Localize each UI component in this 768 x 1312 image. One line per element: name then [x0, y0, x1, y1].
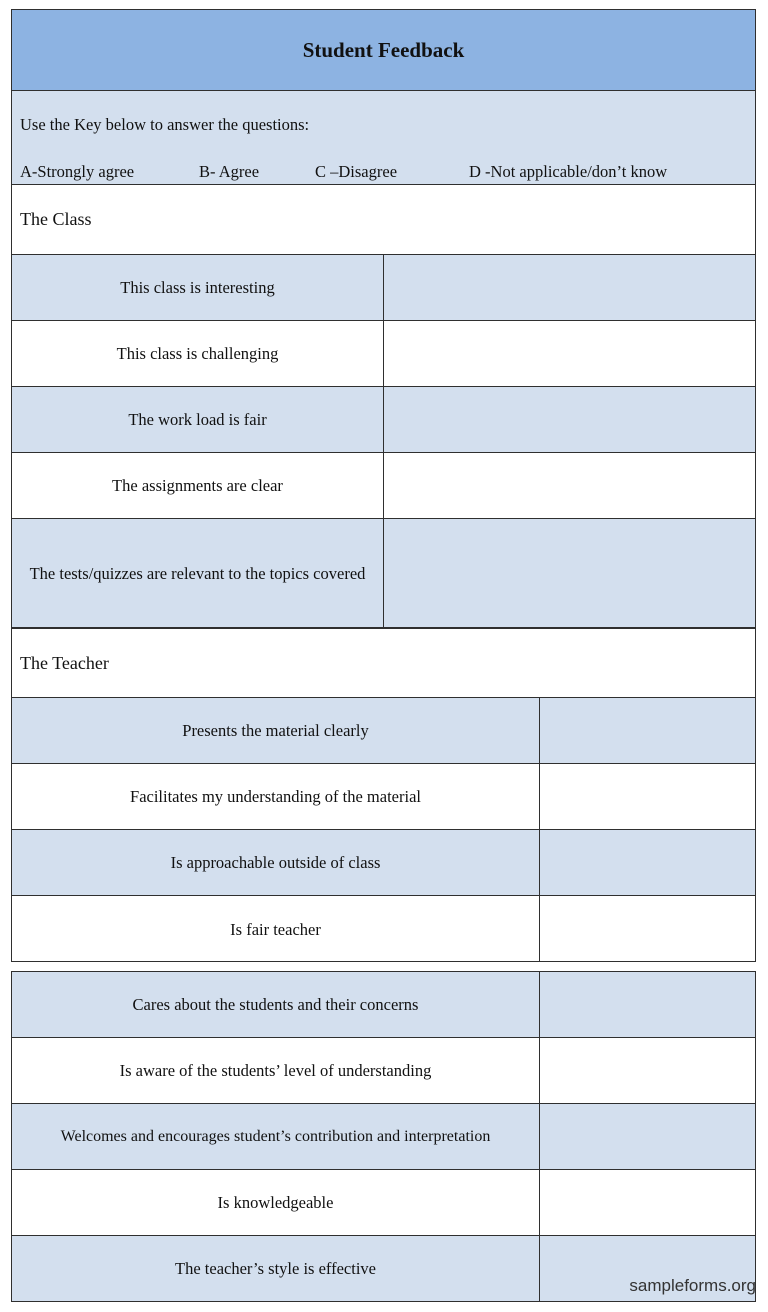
answer-cell[interactable] — [384, 321, 755, 386]
question-row — [12, 387, 755, 453]
section-heading-teacher: The Teacher — [12, 628, 755, 698]
question-text: Is aware of the students’ level of understanding — [12, 1038, 540, 1103]
question-row — [12, 321, 755, 387]
watermark: sampleforms.org — [629, 1276, 756, 1295]
question-row — [12, 896, 755, 962]
key-instruction: Use the Key below to answer the questions: — [20, 115, 310, 134]
question-row — [12, 764, 755, 830]
answer-cell[interactable] — [540, 698, 755, 763]
answer-key — [12, 91, 755, 185]
question-text: Is approachable outside of class — [12, 830, 540, 895]
answer-cell[interactable] — [540, 1170, 755, 1235]
answer-cell[interactable] — [540, 1104, 755, 1169]
answer-cell[interactable] — [384, 387, 755, 452]
answer-cell[interactable] — [540, 764, 755, 829]
feedback-form-page-1 — [11, 9, 756, 962]
question-row — [12, 698, 755, 764]
answer-cell[interactable] — [540, 896, 755, 962]
question-text: Is fair teacher — [12, 896, 540, 962]
section-heading-class: The Class — [12, 185, 755, 255]
question-text: Presents the material clearly — [12, 698, 540, 763]
question-text: The assignments are clear — [12, 453, 384, 518]
question-text: Welcomes and encourages student’s contribution and interpretation — [12, 1104, 540, 1169]
form-title: Student Feedback — [12, 10, 755, 91]
question-text: Facilitates my understanding of the material — [12, 764, 540, 829]
question-text: This class is challenging — [12, 321, 384, 386]
question-row — [12, 1104, 755, 1170]
question-text: The teacher’s style is effective — [12, 1236, 540, 1301]
answer-cell[interactable] — [384, 519, 755, 627]
question-row — [12, 255, 755, 321]
answer-cell[interactable] — [540, 1038, 755, 1103]
question-row — [12, 972, 755, 1038]
question-text: This class is interesting — [12, 255, 384, 320]
question-row — [12, 1170, 755, 1236]
answer-cell[interactable] — [384, 453, 755, 518]
key-option-a: A-Strongly agree — [20, 162, 135, 181]
question-row — [12, 830, 755, 896]
question-row — [12, 1038, 755, 1104]
answer-cell[interactable] — [540, 830, 755, 895]
answer-cell[interactable] — [384, 255, 755, 320]
key-option-c: C –Disagree — [315, 162, 398, 181]
question-text: The work load is fair — [12, 387, 384, 452]
answer-cell[interactable] — [540, 972, 755, 1037]
question-text: The tests/quizzes are relevant to the topics covered — [12, 519, 384, 627]
question-row — [12, 453, 755, 519]
question-row — [12, 519, 755, 628]
feedback-form-page-2 — [11, 971, 756, 1302]
question-text: Cares about the students and their concerns — [12, 972, 540, 1037]
key-option-d: D -Not applicable/don’t know — [469, 162, 668, 181]
question-text: Is knowledgeable — [12, 1170, 540, 1235]
key-option-b: B- Agree — [199, 162, 260, 181]
